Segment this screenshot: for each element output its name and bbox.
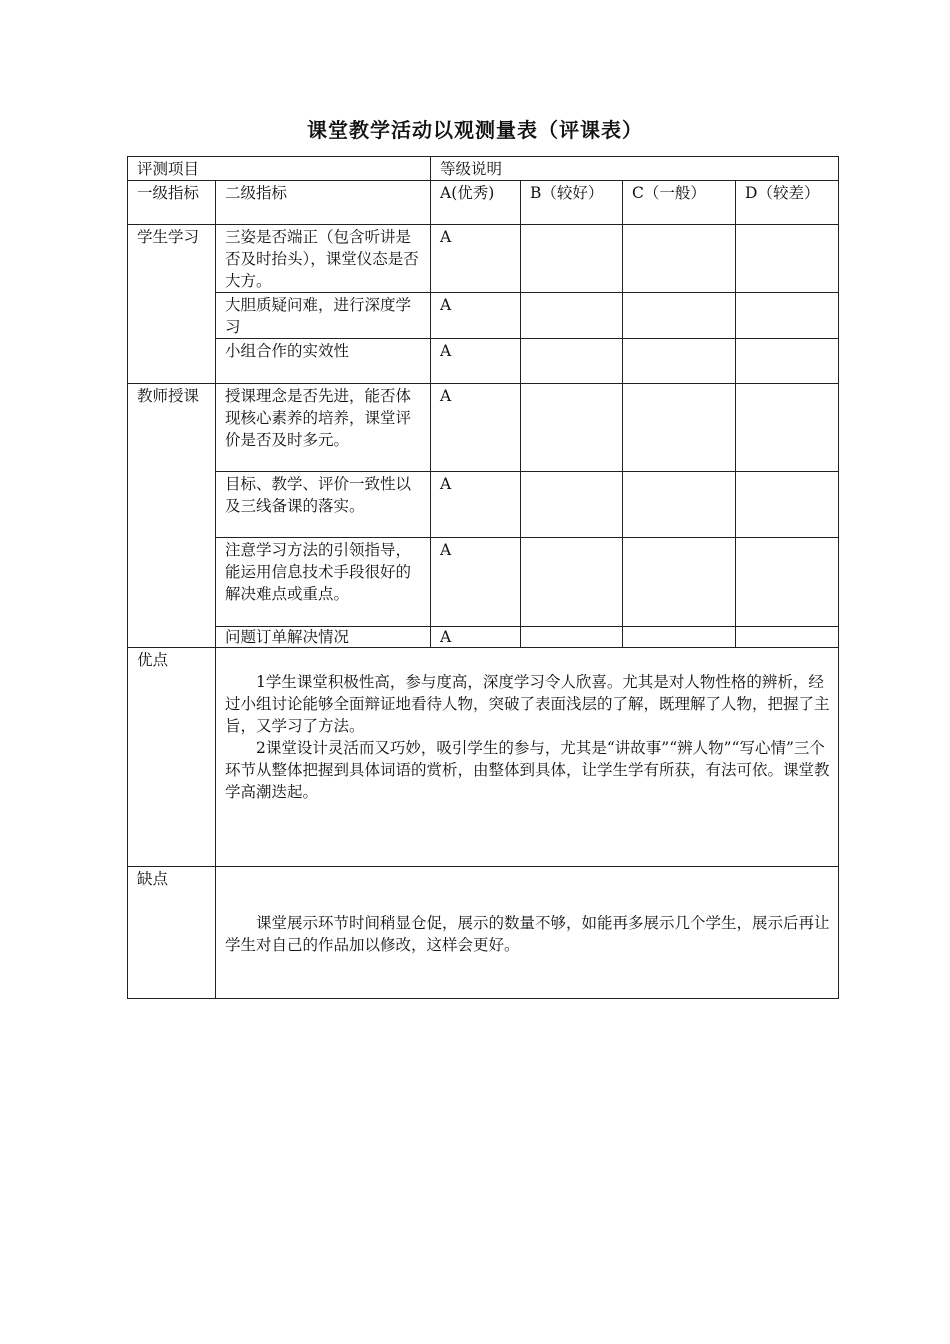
grade-a-header: A(优秀) bbox=[431, 181, 521, 225]
grade-cell: A bbox=[431, 339, 521, 384]
table-row bbox=[128, 384, 839, 472]
weaknesses-content bbox=[216, 867, 839, 999]
empty-cell bbox=[623, 293, 736, 339]
empty-cell bbox=[736, 627, 839, 648]
empty-cell bbox=[521, 627, 623, 648]
empty-cell bbox=[521, 293, 623, 339]
weaknesses-row bbox=[128, 867, 839, 999]
grade-c-header: C（一般） bbox=[623, 181, 736, 225]
indicator-cell: 注意学习方法的引领指导，能运用信息技术手段很好的解决难点或重点。 bbox=[216, 538, 431, 627]
empty-cell bbox=[623, 339, 736, 384]
level1-header: 一级指标 bbox=[128, 181, 216, 225]
empty-cell bbox=[521, 225, 623, 293]
strengths-label: 优点 bbox=[128, 648, 216, 867]
empty-cell bbox=[623, 538, 736, 627]
empty-cell bbox=[736, 293, 839, 339]
table-row bbox=[128, 472, 839, 538]
strengths-content bbox=[216, 648, 839, 867]
grade-cell: A bbox=[431, 384, 521, 472]
empty-cell bbox=[736, 225, 839, 293]
table-row bbox=[128, 339, 839, 384]
indicator-cell: 三姿是否端正（包含听讲是否及时抬头），课堂仪态是否大方。 bbox=[216, 225, 431, 293]
table-subheader-row bbox=[128, 181, 839, 225]
empty-cell bbox=[736, 384, 839, 472]
grade-cell: A bbox=[431, 225, 521, 293]
indicator-cell: 小组合作的实效性 bbox=[216, 339, 431, 384]
empty-cell bbox=[623, 627, 736, 648]
table-row bbox=[128, 225, 839, 293]
empty-cell bbox=[736, 339, 839, 384]
strengths-paragraph-1: 1学生课堂积极性高，参与度高，深度学习令人欣喜。尤其是对人物性格的辨析，经过小组讨论能够全面辩证地看待人物，突破了表面浅层的了解，既理解了人物，把握了主旨，又学习了方法。 bbox=[225, 673, 830, 735]
table-row bbox=[128, 538, 839, 627]
empty-cell bbox=[521, 472, 623, 538]
indicator-cell: 问题订单解决情况 bbox=[216, 627, 431, 648]
section-label: 教师授课 bbox=[128, 384, 216, 648]
indicator-cell: 授课理念是否先进，能否体现核心素养的培养，课堂评价是否及时多元。 bbox=[216, 384, 431, 472]
grade-b-header: B（较好） bbox=[521, 181, 623, 225]
table-row bbox=[128, 293, 839, 339]
weaknesses-label: 缺点 bbox=[128, 867, 216, 999]
strengths-paragraph-2: 2课堂设计灵活而又巧妙，吸引学生的参与，尤其是“讲故事”“辨人物”“写心情”三个环节从整体把握到具体词语的赏析，由整体到具体，让学生学有所获，有法可依。课堂教学高潮迭起。 bbox=[225, 739, 830, 801]
empty-cell bbox=[736, 538, 839, 627]
grade-cell: A bbox=[431, 538, 521, 627]
table-header-row bbox=[128, 157, 839, 181]
section-label: 学生学习 bbox=[128, 225, 216, 384]
empty-cell bbox=[623, 384, 736, 472]
weaknesses-paragraph: 课堂展示环节时间稍显仓促，展示的数量不够，如能再多展示几个学生，展示后再让学生对自己的作品加以修改，这样会更好。 bbox=[225, 914, 830, 954]
table-row bbox=[128, 627, 839, 648]
grade-cell: A bbox=[431, 627, 521, 648]
indicator-cell: 大胆质疑问难，进行深度学习 bbox=[216, 293, 431, 339]
item-header: 评测项目 bbox=[128, 157, 431, 181]
page-title: 课堂教学活动以观测量表（评课表） bbox=[307, 118, 643, 142]
empty-cell bbox=[521, 339, 623, 384]
evaluation-table bbox=[127, 156, 839, 999]
level2-header: 二级指标 bbox=[216, 181, 431, 225]
grade-d-header: D（较差） bbox=[736, 181, 839, 225]
empty-cell bbox=[736, 472, 839, 538]
empty-cell bbox=[521, 538, 623, 627]
grade-cell: A bbox=[431, 472, 521, 538]
empty-cell bbox=[623, 472, 736, 538]
indicator-cell: 目标、教学、评价一致性以及三线备课的落实。 bbox=[216, 472, 431, 538]
grade-header: 等级说明 bbox=[431, 157, 839, 181]
empty-cell bbox=[623, 225, 736, 293]
empty-cell bbox=[521, 384, 623, 472]
grade-cell: A bbox=[431, 293, 521, 339]
strengths-row bbox=[128, 648, 839, 867]
